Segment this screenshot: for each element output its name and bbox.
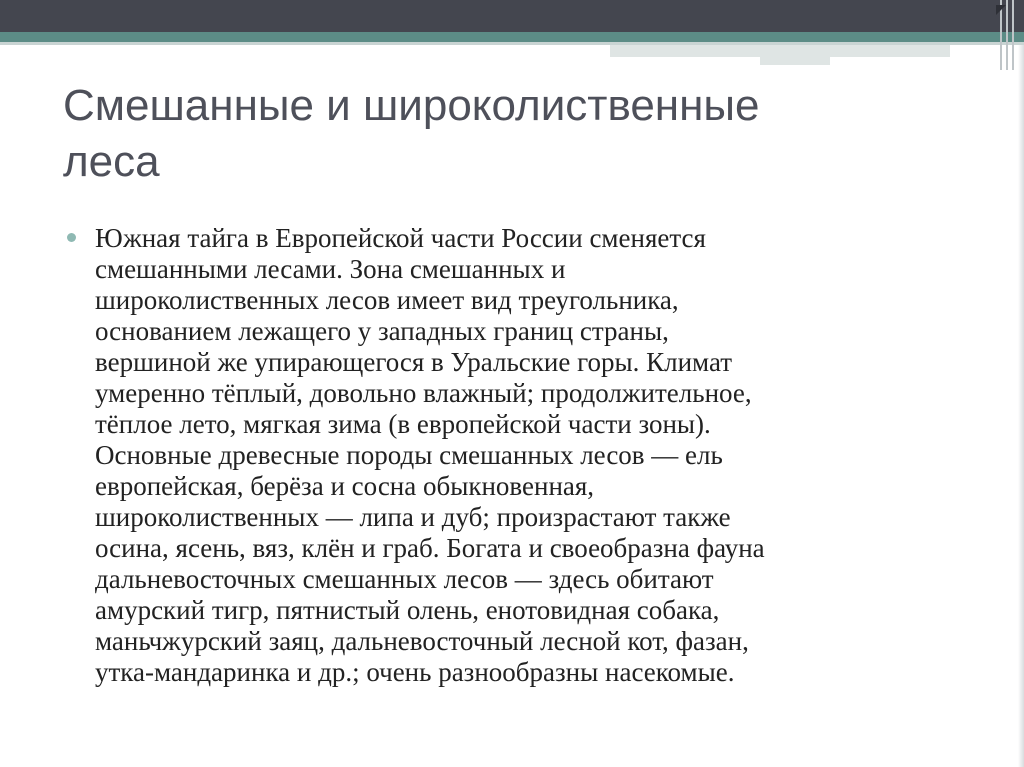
body-line: амурский тигр, пятнистый олень, енотовидная собака, xyxy=(95,595,720,625)
body-line: утка-мандаринка и др.; очень разнообразны насекомые. xyxy=(95,657,735,687)
body-line: маньчжурский заяц, дальневосточный лесной кот, фазан, xyxy=(95,626,749,656)
body-line: широколиственных лесов имеет вид треугольника, xyxy=(95,285,679,315)
bullet-list xyxy=(63,223,963,688)
body-line: дальневосточных смешанных лесов — здесь обитают xyxy=(95,564,714,594)
header-tab-decoration-small xyxy=(760,57,830,65)
body-line: Южная тайга в Европейской части России сменяется xyxy=(95,223,706,253)
decor-line xyxy=(1012,0,1014,70)
title-line: Смешанные и широколиственные xyxy=(63,81,760,130)
bullet-dot-icon xyxy=(67,233,76,242)
body-line: основанием лежащего у западных границ страны, xyxy=(95,316,669,346)
body-line: Основные древесные породы смешанных лесов — ель xyxy=(95,440,723,470)
body-line: широколиственных — липа и дуб; произрастают также xyxy=(95,502,731,532)
body-line: осина, ясень, вяз, клён и граб. Богата и своеобразна фауна xyxy=(95,533,765,563)
body-line: тёплое лето, мягкая зима (в европейской части зоны). xyxy=(95,409,711,439)
header-bar-dark xyxy=(0,0,1024,32)
slide-title xyxy=(63,78,943,190)
body-line: смешанными лесами. Зона смешанных и xyxy=(95,254,566,284)
page-fold-icon xyxy=(996,5,1006,15)
body-text xyxy=(95,223,963,688)
body-line: умеренно тёплый, довольно влажный; продолжительное, xyxy=(95,378,752,408)
decor-line xyxy=(1006,0,1008,70)
title-line: леса xyxy=(63,137,160,186)
slide-edge-shadow xyxy=(1018,45,1024,767)
body-line: вершиной же упирающегося в Уральские горы. Климат xyxy=(95,347,733,377)
header-tab-decoration xyxy=(610,45,950,57)
bullet-item xyxy=(63,223,963,688)
body-line: европейская, берёза и сосна обыкновенная, xyxy=(95,471,595,501)
header-bar-accent xyxy=(0,32,1024,42)
